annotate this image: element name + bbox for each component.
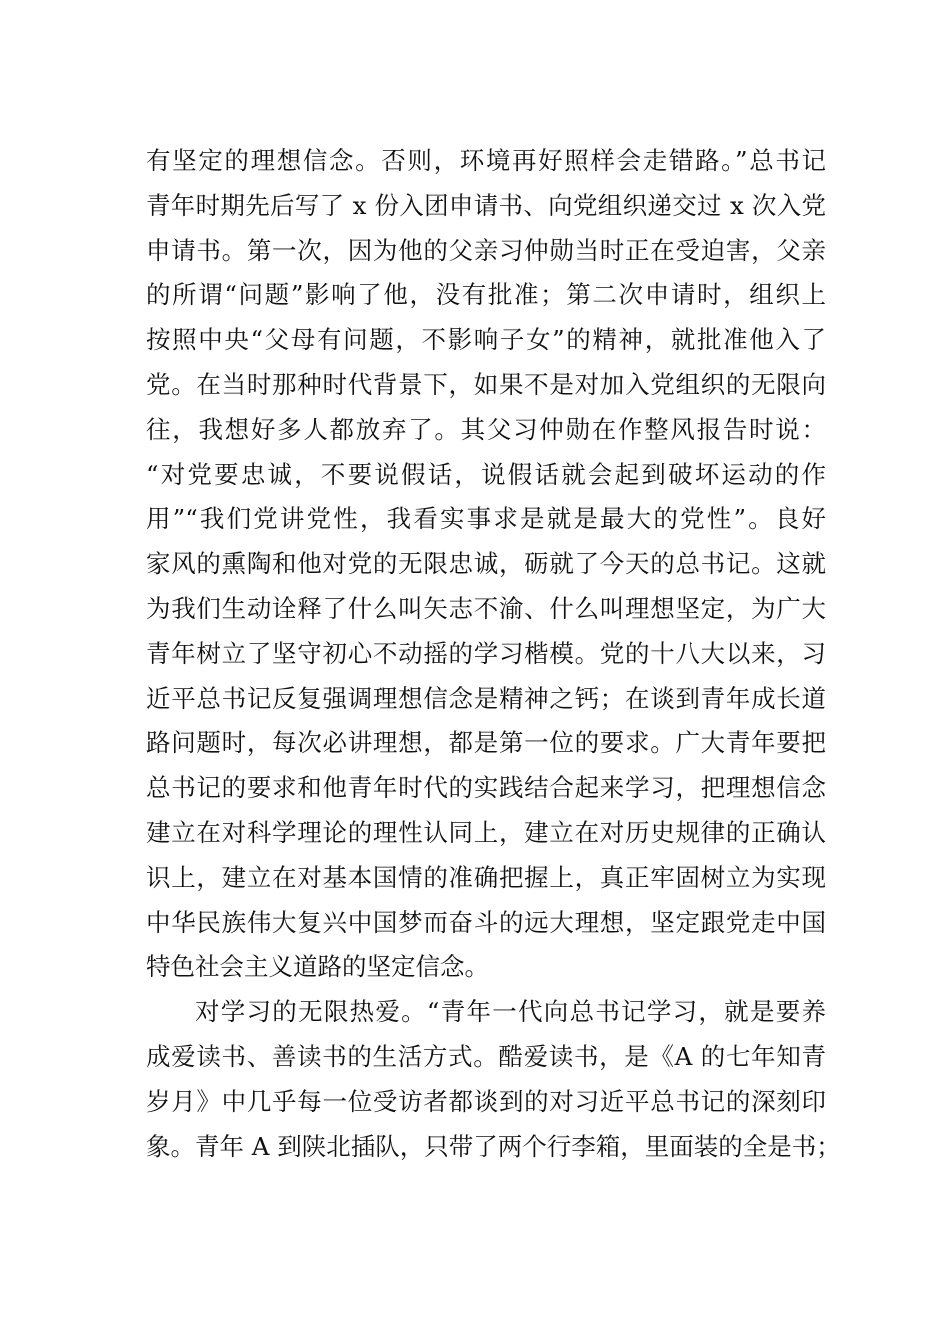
text-line: 青年树立了坚守初心不动摇的学习楷模。党的十八大以来，习 <box>146 638 826 668</box>
text-line: 中华民族伟大复兴中国梦而奋斗的远大理想，坚定跟党走中国 <box>146 907 826 937</box>
text-line: 路问题时，每次必讲理想，都是第一位的要求。广大青年要把 <box>146 728 826 758</box>
text-line: 成爱读书、善读书的生活方式。酷爱读书，是《A 的七年知青 <box>146 1041 826 1071</box>
text-line: 往，我想好多人都放弃了。其父习仲勋在作整风报告时说： <box>146 414 826 444</box>
body-text <box>146 139 841 1169</box>
text-line: 为我们生动诠释了什么叫矢志不渝、什么叫理想坚定，为广大 <box>146 593 826 623</box>
text-line: 有坚定的理想信念。否则，环境再好照样会走错路。”总书记 <box>146 146 826 175</box>
text-line: 建立在对科学理论的理性认同上，建立在对历史规律的正确认 <box>146 817 826 847</box>
text-line: 象。青年 A 到陕北插队，只带了两个行李箱，里面装的全是书； <box>146 1131 841 1161</box>
text-line: 按照中央“父母有问题，不影响子女”的精神，就批准他入了 <box>146 325 826 355</box>
text-line: 申请书。第一次，因为他的父亲习仲勋当时正在受迫害，父亲 <box>146 235 826 265</box>
text-line: 党。在当时那种时代背景下，如果不是对加入党组织的无限向 <box>146 369 826 399</box>
text-line: “对党要忠诚，不要说假话，说假话就会起到破坏运动的作 <box>146 459 826 489</box>
text-line: 识上，建立在对基本国情的准确把握上，真正牢固树立为实现 <box>146 862 826 892</box>
paragraph-first-line: 对学习的无限热爱。“青年一代向总书记学习，就是要养 <box>195 997 826 1027</box>
text-line: 总书记的要求和他青年时代的实践结合起来学习，把理想信念 <box>146 773 826 803</box>
text-line: 的所谓“问题”影响了他，没有批准；第二次申请时，组织上 <box>146 280 826 310</box>
text-line: 家风的熏陶和他对党的无限忠诚，砺就了今天的总书记。这就 <box>146 549 826 579</box>
paragraph-last-line: 特色社会主义道路的坚定信念。 <box>146 952 489 982</box>
text-line: 近平总书记反复强调理想信念是精神之钙；在谈到青年成长道 <box>146 683 826 713</box>
text-line: 青年时期先后写了 x 份入团申请书、向党组织递交过 x 次入党 <box>146 190 826 220</box>
text-line: 岁月》中几乎每一位受访者都谈到的对习近平总书记的深刻印 <box>146 1086 826 1116</box>
text-line: 用”“我们党讲党性，我看实事求是就是最大的党性”。良好 <box>146 504 826 534</box>
